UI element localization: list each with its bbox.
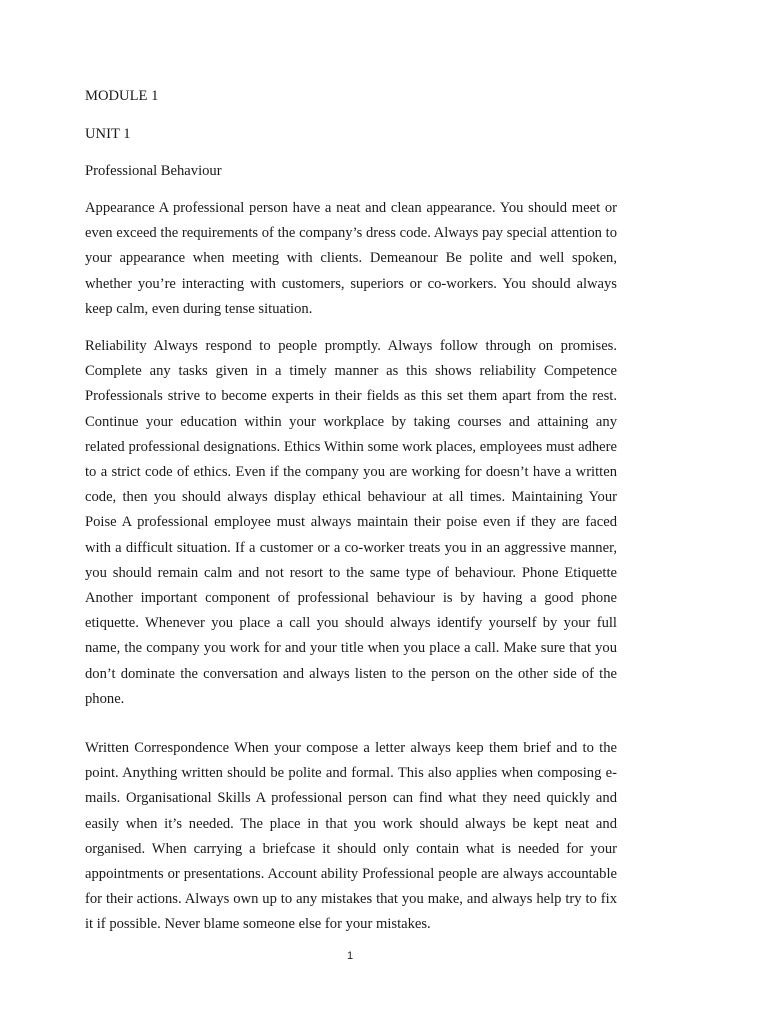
unit-heading: UNIT 1 <box>85 126 131 142</box>
section-title: Professional Behaviour <box>85 163 222 179</box>
module-heading: MODULE 1 <box>85 88 159 104</box>
paragraph-appearance: Appearance A professional person have a neat and clean appearance. You should meet or even exceed the requirements of the company’s dress code. Always pay special attention to your appearance when meeting with clients. Demeanour Be polite and well spoken, whether you’re interacting with customers, superiors or co-workers. You should always keep calm, even during tense situation. <box>85 200 617 317</box>
page-number: 1 <box>346 950 354 962</box>
paragraph-written-correspondence: Written Correspondence When your compose a letter always keep them brief and to the point. Anything written should be polite and formal. This also applies when composing e-mails. Organisational Skills A professional person can find what they need quickly and easily when it’s needed. The place in that you work should always be kept neat and organised. When carrying a briefcase it should only contain what is needed for your appointments or presentations. Account ability Professional people are always accountable for their actions. Always own up to any mistakes that you make, and always help try to fix it if possible. Never blame someone else for your mistakes. <box>85 740 617 933</box>
paragraph-reliability: Reliability Always respond to people promptly. Always follow through on promises. Complete any tasks given in a timely manner as this shows reliability Competence Professionals strive to become experts in their fields as this set them apart from the rest. Continue your education within your workplace by taking courses and attaining any related professional designations. Ethics Within some work places, employees must adhere to a strict code of ethics. Even if the company you are working for doesn’t have a written code, then you should always display ethical behaviour at all times. Maintaining Your Poise A professional employee must always maintain their poise even if they are faced with a difficult situation. If a customer or a co-worker treats you in an aggressive manner, you should remain calm and not resort to the same type of behaviour. Phone Etiquette Another important component of professional behaviour is by having a good phone etiquette. Whenever you place a call you should always identify yourself by your full name, the company you work for and your title when you place a call. Make sure that you don’t dominate the conversation and always listen to the person on the other side of the phone. <box>85 338 617 707</box>
